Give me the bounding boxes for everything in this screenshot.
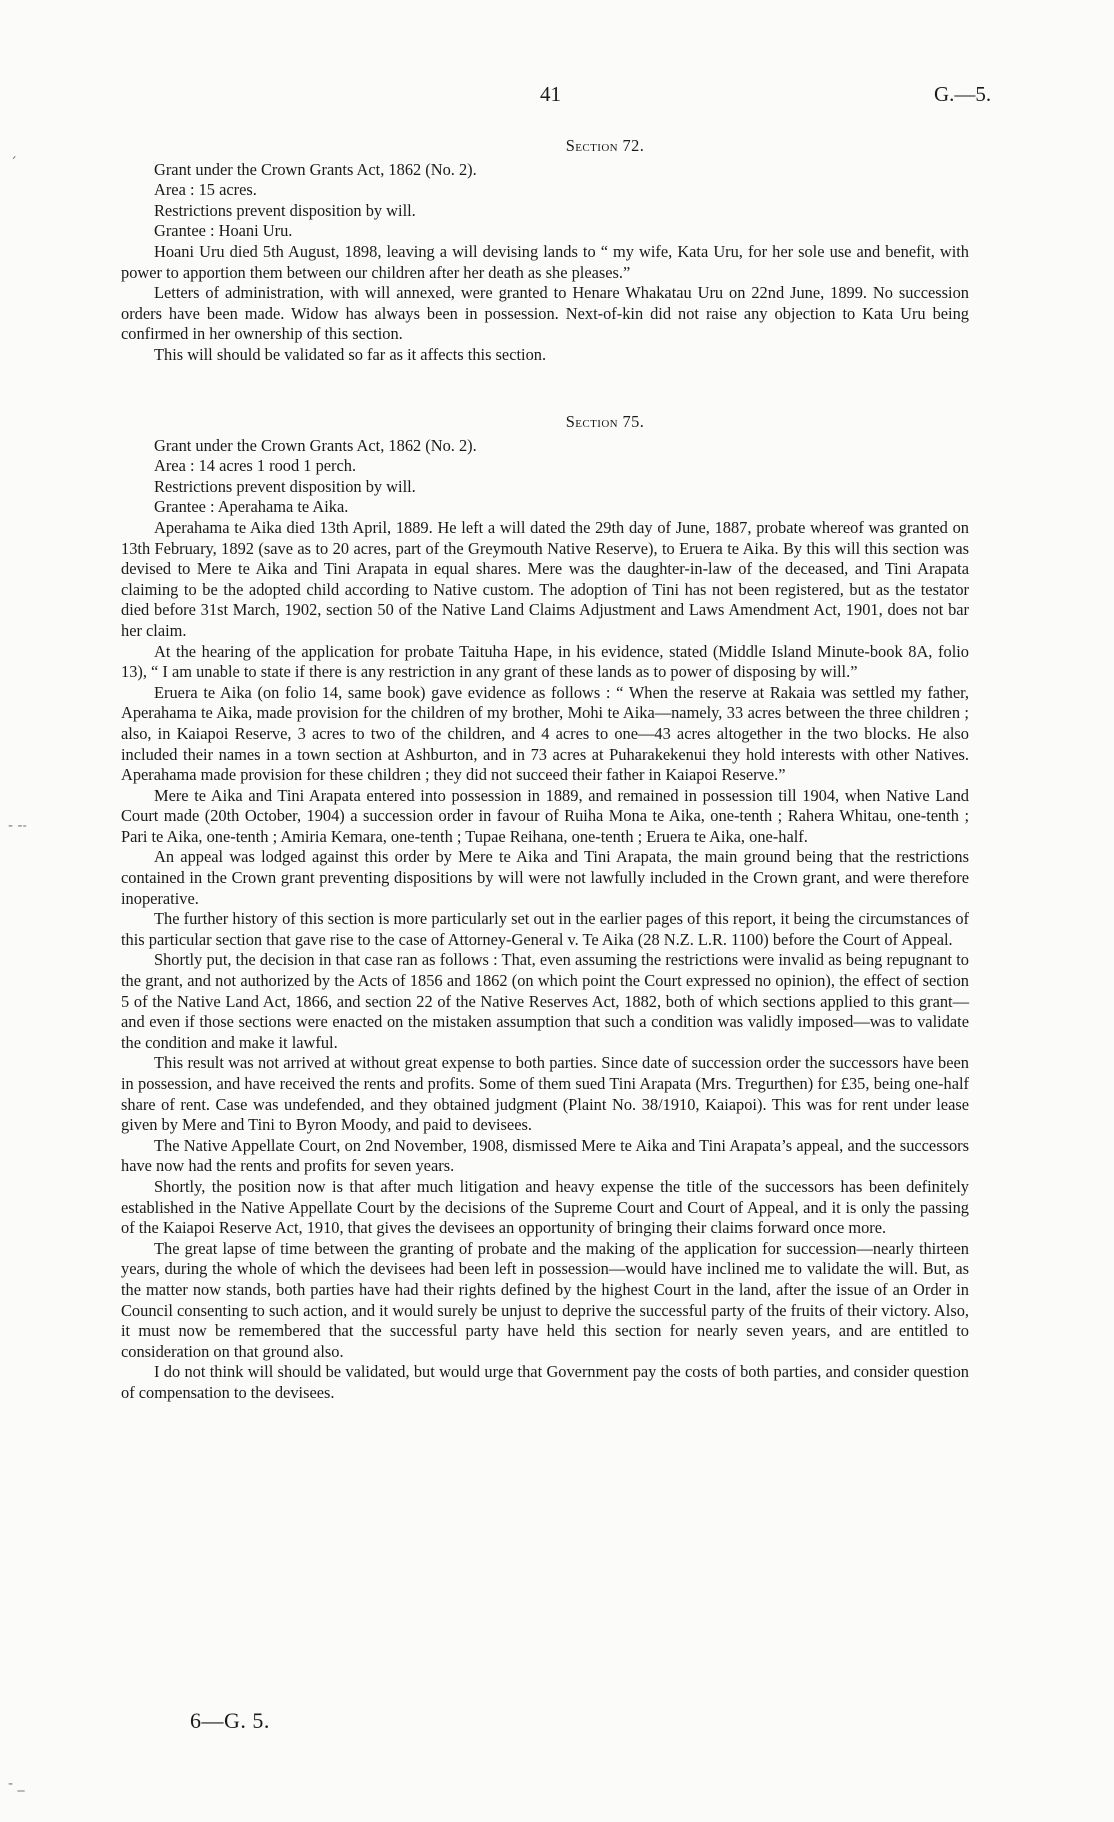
- section-75-restrictions: Restrictions prevent disposition by will.: [154, 476, 416, 496]
- scan-mark: ˊ: [10, 156, 17, 172]
- paragraph: Eruera te Aika (on folio 14, same book) gave evidence as follows : “ When the reserve at Rakaia was settled my father, Aperahama te Aika, made provision for the children of my brother, Mohi te Aika—namely, 33 acres between the three children ; also, in Kaiapoi Reserve, 3 acres to two of the children, and 4 acres to one—43 acres altogether in the two blocks. He also included their names in a town section at Ashburton, and in 73 acres at Puharakekenui they hold interests with other Natives. Aperahama made provision for these children ; they did not succeed their father in Kaiapoi Reserve.”: [121, 682, 969, 785]
- paragraph: Mere te Aika and Tini Arapata entered into possession in 1889, and remained in possession till 1904, when Native Land Court made (20th October, 1904) a succession order in favour of Ruiha Mona te Aika, one-tenth ; Rahera Whitau, one-tenth ; Pari te Aika, one-tenth ; Amiria Kemara, one-tenth ; Tupae Reihana, one-tenth ; Eruera te Aika, one-half.: [121, 785, 969, 846]
- section-72-heading: Section 72.: [565, 136, 645, 155]
- section-72-grantee: Grantee : Hoani Uru.: [154, 221, 293, 241]
- section-75-grant: Grant under the Crown Grants Act, 1862 (No. 2).: [154, 435, 477, 455]
- page-signature: 6—G. 5.: [190, 1708, 270, 1733]
- paragraph: Shortly put, the decision in that case ran as follows : That, even assuming the restrictions were invalid as being repugnant to the grant, and not authorized by the Acts of 1856 and 1862 (on which point the Court expressed no opinion), the effect of section 5 of the Native Land Act, 1866, and section 22 of the Native Reserves Act, 1882, both of which sections applied to this grant—and even if those sections were enacted on the mistaken assumption that such a condition was validly imposed—was to validate the condition and make it lawful.: [121, 950, 969, 1052]
- paragraph: Aperahama te Aika died 13th April, 1889. He left a will dated the 29th day of June, 1887, probate whereof was granted on 13th February, 1892 (save as to 20 acres, part of the Greymouth Native Reserve), to Eruera te Aika. By this will this section was devised to Mere te Aika and Tini Arapata in equal shares. Mere was the daughter-in-law of the deceased, and Tini Arapata claiming to be the adopted child according to Native custom. The adoption of Tini has not been registered, but as the testator died before 31st March, 1902, section 50 of the Native Land Claims Adjustment and Laws Amendment Act, 1901, does not bar her claim.: [121, 517, 969, 640]
- section-75-heading: Section 75.: [565, 412, 645, 431]
- section-72-grant: Grant under the Crown Grants Act, 1862 (No. 2).: [154, 159, 477, 179]
- section-72-restrictions: Restrictions prevent disposition by will.: [154, 200, 416, 220]
- paragraph: The Native Appellate Court, on 2nd November, 1908, dismissed Mere te Aika and Tini Arapata’s appeal, and the successors have now had the rents and profits for seven years.: [121, 1135, 969, 1176]
- paragraph: Hoani Uru died 5th August, 1898, leaving a will devising lands to “ my wife, Kata Uru, for her sole use and benefit, with power to apportion them between our children after her death as she pleases.”: [121, 241, 969, 282]
- section-75: [121, 412, 969, 1404]
- scan-mark: - -˗: [8, 818, 27, 834]
- paragraph: This will should be validated so far as it affects this section.: [154, 344, 547, 364]
- document-code: G.—5.: [934, 82, 992, 106]
- paragraph: The great lapse of time between the granting of probate and the making of the application for succession—nearly thirteen years, during the whole of which the devisees had been left in possession—would have inclined me to validate the will. But, as the matter now stands, both parties have had their rights defined by the highest Court in the land, after the issue of an Order in Council consenting to such action, and it would surely be unjust to deprive the successful party of the fruits of their victory. Also, it must now be remembered that the successful party have held this section for nearly seven years, and are entitled to consideration on that ground also.: [121, 1238, 969, 1361]
- section-72-area: Area : 15 acres.: [154, 180, 257, 200]
- paragraph: An appeal was lodged against this order by Mere te Aika and Tini Arapata, the main ground being that the restrictions contained in the Crown grant preventing dispositions by will were not lawfully included in the Crown grant, and were therefore inoperative.: [121, 847, 969, 908]
- section-72: [121, 136, 969, 366]
- paragraph: Shortly, the position now is that after much litigation and heavy expense the title of the successors has been definitely established in the Native Appellate Court by the decisions of the Supreme Court and Court of Appeal, and it is only the passing of the Kaiapoi Reserve Act, 1910, that gives the devisees an opportunity of bringing their claims forward once more.: [121, 1176, 969, 1238]
- paragraph: I do not think will should be validated, but would urge that Government pay the costs of both parties, and consider question of compensation to the devisees.: [121, 1362, 969, 1402]
- paragraph: Letters of administration, with will annexed, were granted to Henare Whakatau Uru on 22nd June, 1899. No succession orders have been made. Widow has always been in possession. Next-of-kin did not raise any objection to Kata Uru being confirmed in her ownership of this section.: [121, 283, 969, 344]
- section-75-grantee: Grantee : Aperahama te Aika.: [154, 497, 349, 517]
- scan-mark: - _: [8, 1776, 25, 1792]
- section-75-area: Area : 14 acres 1 rood 1 perch.: [154, 456, 357, 476]
- paragraph: At the hearing of the application for probate Taituha Hape, in his evidence, stated (Middle Island Minute-book 8A, folio 13), “ I am unable to state if there is any restriction in any grant of these lands as to power of disposing by will.”: [121, 641, 969, 682]
- paragraph: The further history of this section is more particularly set out in the earlier pages of this report, it being the circumstances of this particular section that gave rise to the case of Attorney-General v. Te Aika (28 N.Z. L.R. 1100) before the Court of Appeal.: [121, 909, 969, 949]
- page-number: 41: [540, 82, 561, 106]
- paragraph: This result was not arrived at without great expense to both parties. Since date of succession order the successors have been in possession, and have received the rents and profits. Some of them sued Tini Arapata (Mrs. Tregurthen) for £35, being one-half share of rent. Case was undefended, and they obtained judgment (Plaint No. 38/1910, Kaiapoi). This was for rent under lease given by Mere and Tini to Byron Moody, and paid to devisees.: [121, 1053, 969, 1135]
